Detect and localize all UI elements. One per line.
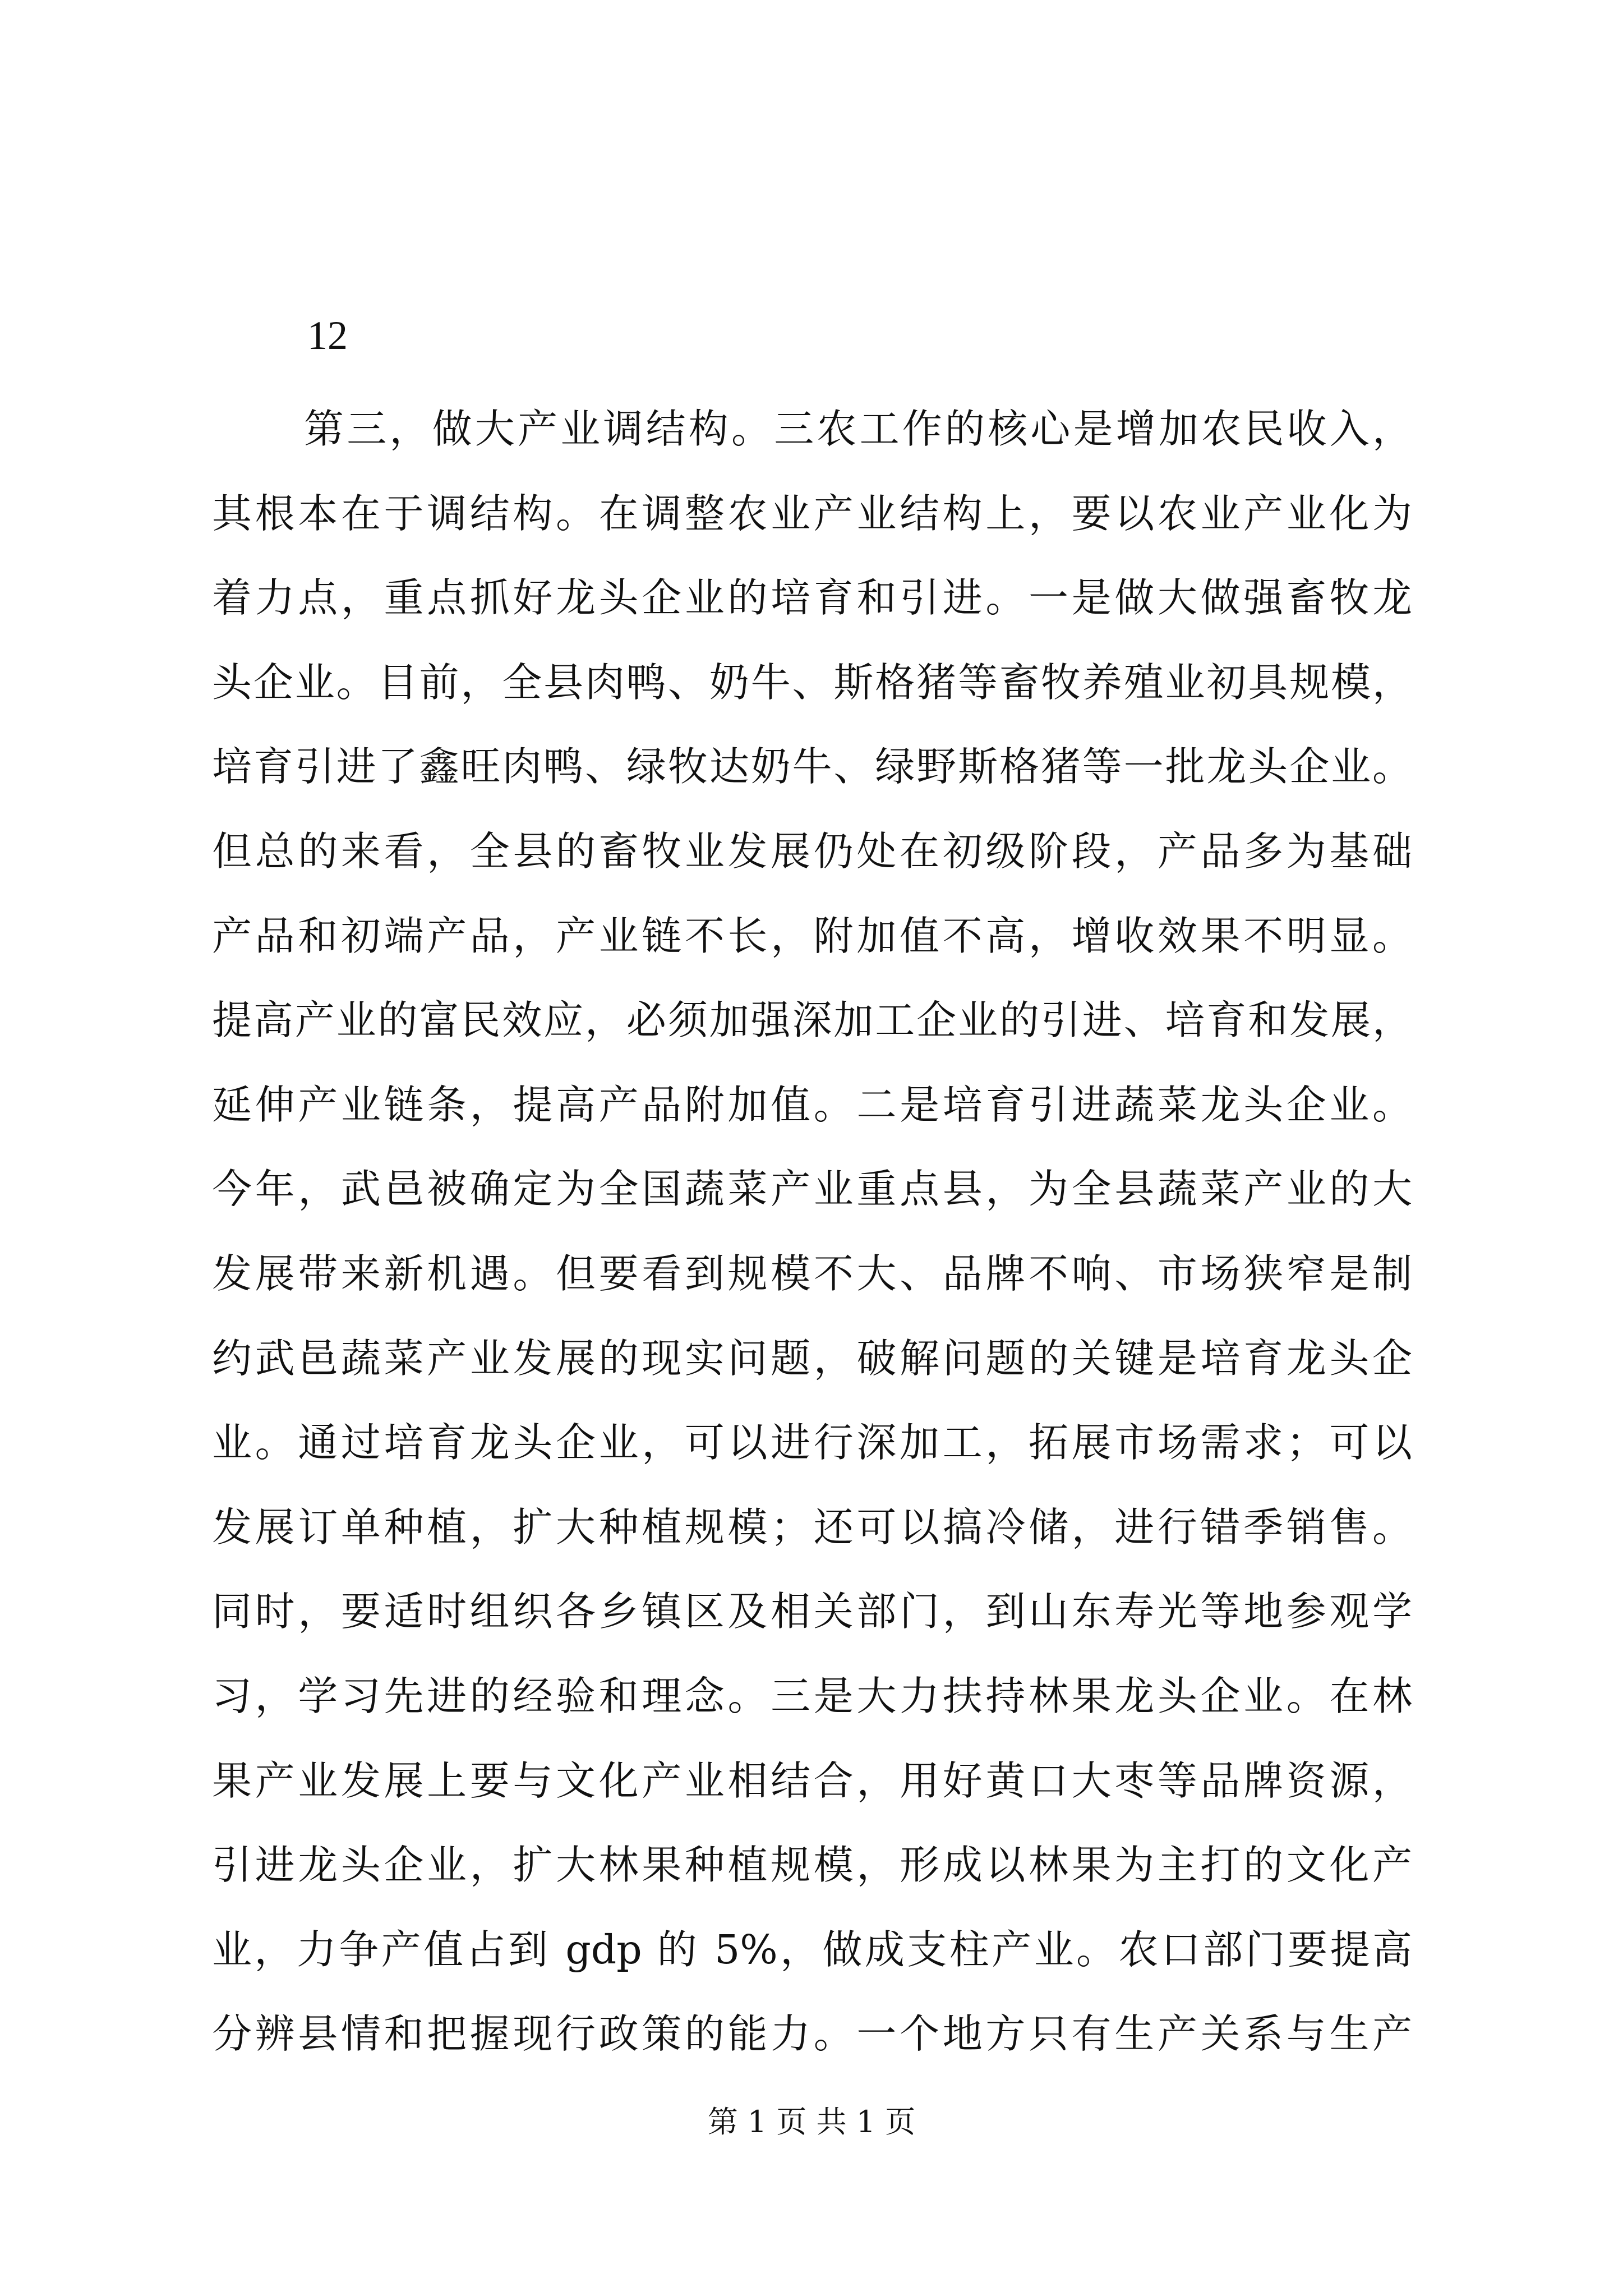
text-line: 发展带来新机遇。但要看到规模不大、品牌不响、市场狭窄是制 — [212, 1250, 1412, 1297]
text-line: 但总的来看，全县的畜牧业发展仍处在初级阶段，产品多为基础 — [212, 827, 1412, 875]
text-line: 习，学习先进的经验和理念。三是大力扶持林果龙头企业。在林 — [212, 1672, 1412, 1719]
text-line: 其根本在于调结构。在调整农业产业结构上，要以农业产业化为 — [212, 490, 1412, 537]
text-line: 发展订单种植，扩大种植规模；还可以搞冷储，进行错季销售。 — [212, 1503, 1412, 1550]
text-line: 培育引进了鑫旺肉鸭、绿牧达奶牛、绿野斯格猪等一批龙头企业。 — [212, 743, 1412, 790]
text-line: 业。通过培育龙头企业，可以进行深加工，拓展市场需求；可以 — [212, 1419, 1412, 1466]
text-line: 同时，要适时组织各乡镇区及相关部门，到山东寿光等地参观学 — [212, 1588, 1412, 1635]
text-line: 引进龙头企业，扩大林果种植规模，形成以林果为主打的文化产 — [212, 1842, 1412, 1889]
text-line: 约武邑蔬菜产业发展的现实问题，破解问题的关键是培育龙头企 — [212, 1335, 1412, 1382]
section-number: 12 — [307, 313, 348, 358]
page-footer: 第 1 页 共 1 页 — [707, 2104, 916, 2139]
text-line: 产品和初端产品，产业链不长，附加值不高，增收效果不明显。 — [212, 912, 1412, 959]
text-line: 延伸产业链条，提高产品附加值。二是培育引进蔬菜龙头企业。 — [212, 1081, 1412, 1128]
text-line: 分辨县情和把握现行政策的能力。一个地方只有生产关系与生产 — [212, 2010, 1412, 2058]
text-line: 业，力争产值占到 gdp 的 5%，做成支柱产业。农口部门要提高 — [212, 1926, 1412, 1973]
text-line: 着力点，重点抓好龙头企业的培育和引进。一是做大做强畜牧龙 — [212, 574, 1412, 622]
text-line: 头企业。目前，全县肉鸭、奶牛、斯格猪等畜牧养殖业初具规模， — [212, 659, 1412, 706]
text-line: 果产业发展上要与文化产业相结合，用好黄口大枣等品牌资源， — [212, 1757, 1412, 1804]
text-line: 提高产业的富民效应，必须加强深加工企业的引进、培育和发展， — [212, 997, 1412, 1044]
text-line: 第三，做大产业调结构。三农工作的核心是增加农民收入， — [304, 406, 1412, 452]
body-paragraph — [212, 387, 1412, 2077]
text-line: 今年，武邑被确定为全国蔬菜产业重点县，为全县蔬菜产业的大 — [212, 1166, 1412, 1213]
